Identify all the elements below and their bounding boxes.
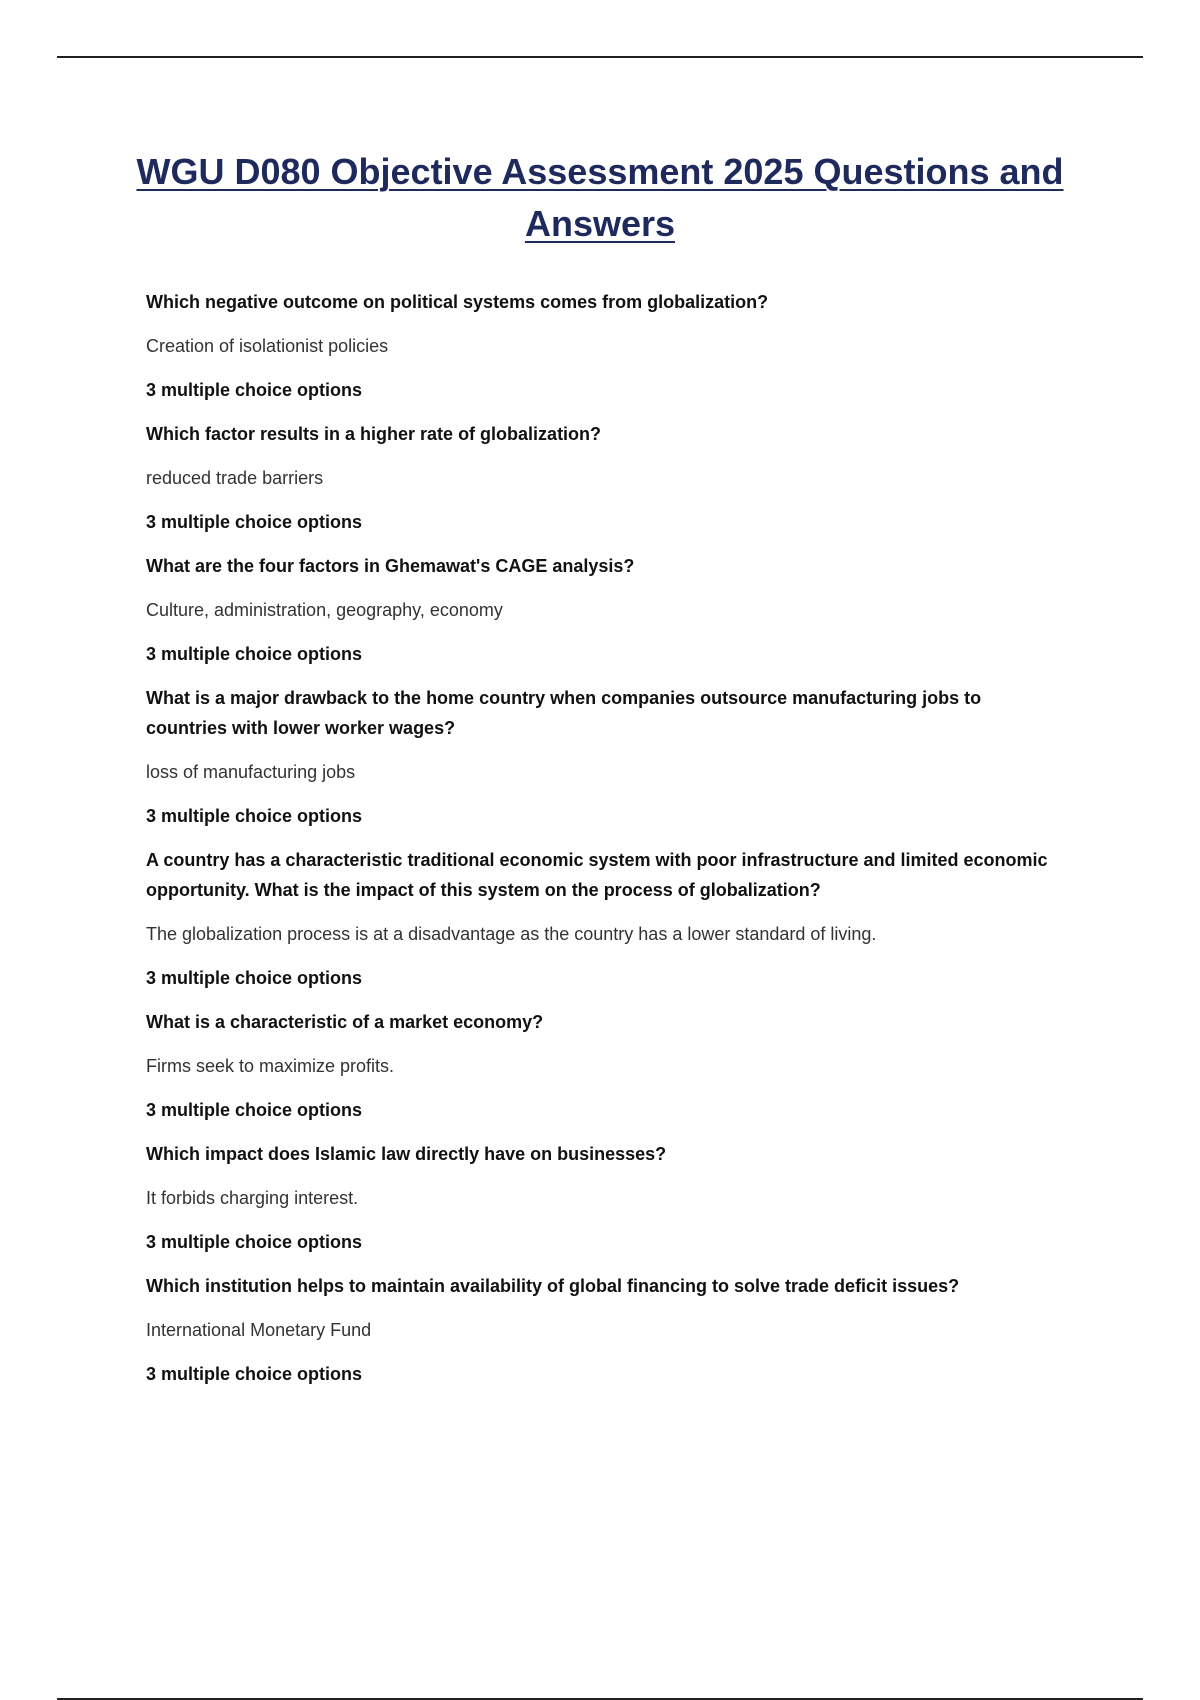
question-text: What are the four factors in Ghemawat's CAGE analysis?	[146, 556, 635, 576]
qa-item	[146, 845, 1066, 993]
qa-item	[146, 419, 1066, 537]
question-text: Which institution helps to maintain availability of global financing to solve trade deficit issues?	[146, 1276, 960, 1296]
answer-text: Creation of isolationist policies	[146, 336, 389, 356]
answer-text: The globalization process is at a disadvantage as the country has a lower standard of living.	[146, 924, 877, 944]
qa-item	[146, 1139, 1066, 1257]
qa-item	[146, 683, 1066, 831]
answer-text: loss of manufacturing jobs	[146, 762, 356, 782]
qa-item	[146, 287, 1066, 405]
answer-text: reduced trade barriers	[146, 468, 324, 488]
options-note: 3 multiple choice options	[146, 806, 363, 826]
qa-item	[146, 1271, 1066, 1389]
options-note: 3 multiple choice options	[146, 512, 363, 532]
question-text: A country has a characteristic traditional economic system with poor infrastructure and limited economic opportunity. What is the impact of this system on the process of globalization?	[146, 850, 1048, 900]
document-title	[100, 146, 1100, 250]
top-divider	[57, 56, 1143, 58]
answer-text: International Monetary Fund	[146, 1320, 372, 1340]
options-note: 3 multiple choice options	[146, 644, 363, 664]
options-note: 3 multiple choice options	[146, 380, 363, 400]
options-note: 3 multiple choice options	[146, 968, 363, 988]
answer-text: It forbids charging interest.	[146, 1188, 359, 1208]
qa-item	[146, 551, 1066, 669]
document-title-text: WGU D080 Objective Assessment 2025 Questions and Answers	[136, 151, 1064, 244]
question-text: What is a characteristic of a market economy?	[146, 1012, 544, 1032]
options-note: 3 multiple choice options	[146, 1232, 363, 1252]
answer-text: Firms seek to maximize profits.	[146, 1056, 395, 1076]
qa-list	[146, 287, 1066, 1403]
question-text: What is a major drawback to the home country when companies outsource manufacturing jobs to countries with lower worker wages?	[146, 688, 982, 738]
options-note: 3 multiple choice options	[146, 1100, 363, 1120]
question-text: Which negative outcome on political systems comes from globalization?	[146, 292, 769, 312]
qa-item	[146, 1007, 1066, 1125]
question-text: Which impact does Islamic law directly have on businesses?	[146, 1144, 667, 1164]
question-text: Which factor results in a higher rate of globalization?	[146, 424, 602, 444]
options-note: 3 multiple choice options	[146, 1364, 363, 1384]
answer-text: Culture, administration, geography, economy	[146, 600, 503, 620]
